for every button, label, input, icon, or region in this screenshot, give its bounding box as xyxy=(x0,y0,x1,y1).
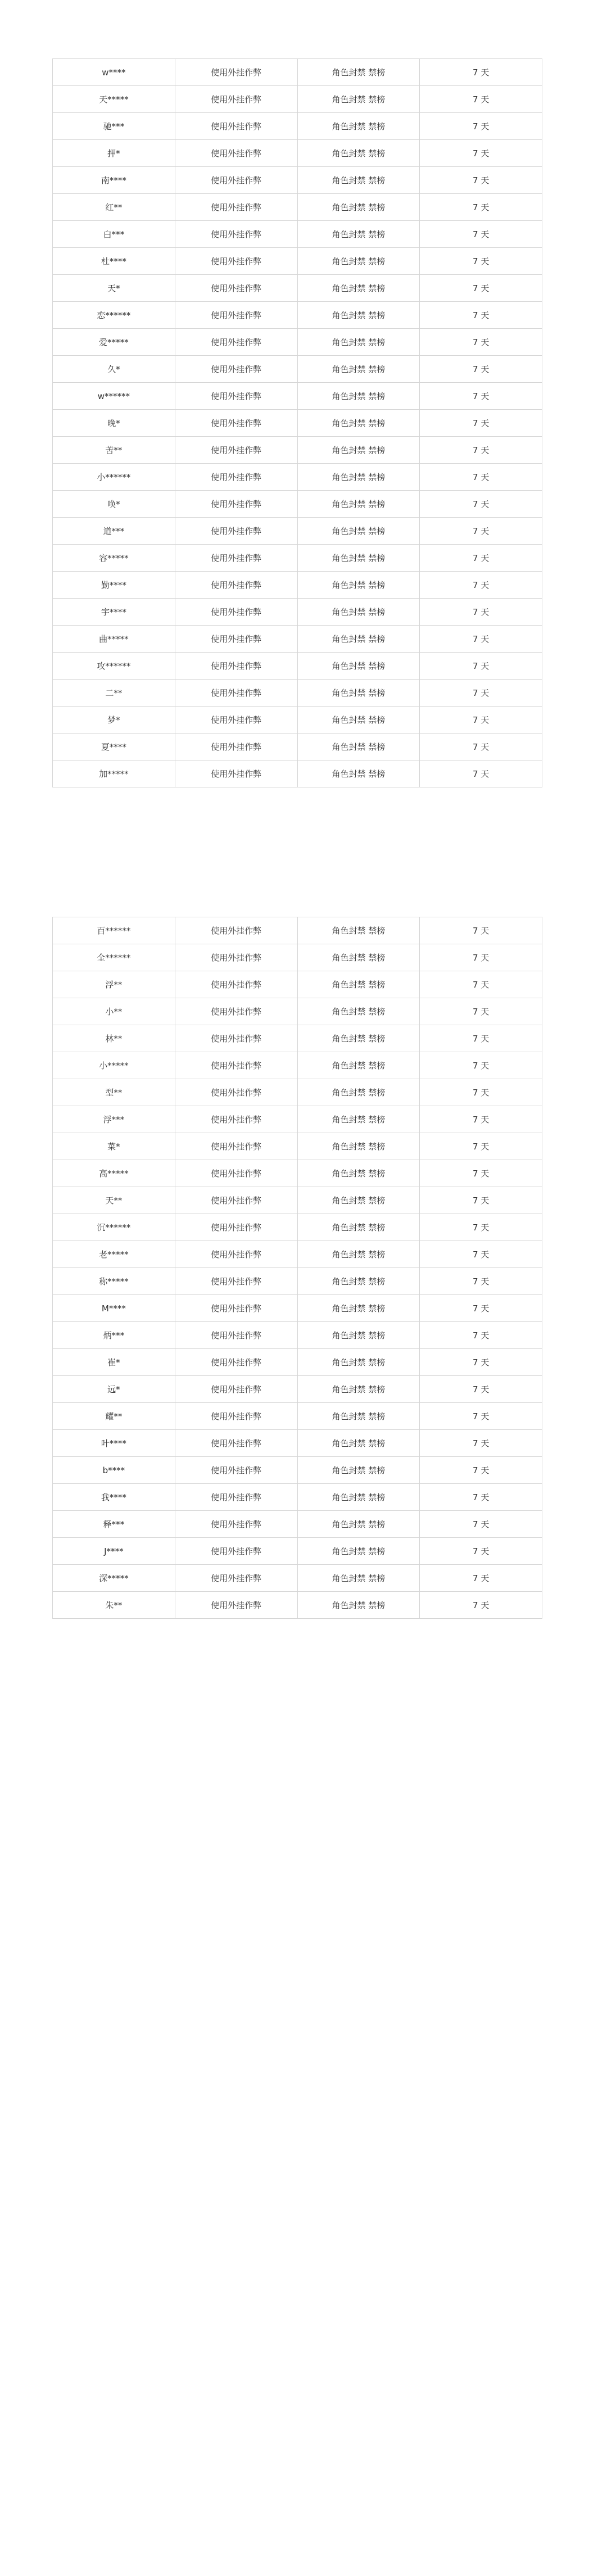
table-row xyxy=(53,572,542,599)
penalty-cell: 角色封禁 禁榜 xyxy=(297,599,420,626)
table-row xyxy=(53,1376,542,1403)
ban-duration-cell: 7 天 xyxy=(420,113,542,140)
penalty-cell: 角色封禁 禁榜 xyxy=(297,491,420,518)
player-name-cell: 天* xyxy=(53,275,175,302)
table-row xyxy=(53,599,542,626)
penalty-cell: 角色封禁 禁榜 xyxy=(297,572,420,599)
violation-reason-cell: 使用外挂作弊 xyxy=(175,410,297,437)
violation-reason-cell: 使用外挂作弊 xyxy=(175,707,297,734)
violation-reason-cell: 使用外挂作弊 xyxy=(175,1349,297,1376)
table-row xyxy=(53,1241,542,1268)
violation-reason-cell: 使用外挂作弊 xyxy=(175,1160,297,1187)
table-row xyxy=(53,329,542,356)
violation-reason-cell: 使用外挂作弊 xyxy=(175,653,297,680)
violation-reason-cell: 使用外挂作弊 xyxy=(175,383,297,410)
table-row xyxy=(53,140,542,167)
table-row xyxy=(53,1592,542,1619)
penalty-cell: 角色封禁 禁榜 xyxy=(297,707,420,734)
ban-duration-cell: 7 天 xyxy=(420,1484,542,1511)
violation-reason-cell: 使用外挂作弊 xyxy=(175,86,297,113)
ban-duration-cell: 7 天 xyxy=(420,1403,542,1430)
violation-reason-cell: 使用外挂作弊 xyxy=(175,221,297,248)
penalty-cell: 角色封禁 禁榜 xyxy=(297,917,420,944)
table-row xyxy=(53,545,542,572)
player-name-cell: 梦* xyxy=(53,707,175,734)
penalty-cell: 角色封禁 禁榜 xyxy=(297,653,420,680)
penalty-cell: 角色封禁 禁榜 xyxy=(297,1484,420,1511)
player-name-cell: 释*** xyxy=(53,1511,175,1538)
violation-reason-cell: 使用外挂作弊 xyxy=(175,971,297,998)
ban-duration-cell: 7 天 xyxy=(420,464,542,491)
ban-list-table-2 xyxy=(52,917,542,1619)
player-name-cell: 南**** xyxy=(53,167,175,194)
penalty-cell: 角色封禁 禁榜 xyxy=(297,1565,420,1592)
violation-reason-cell: 使用外挂作弊 xyxy=(175,1187,297,1214)
penalty-cell: 角色封禁 禁榜 xyxy=(297,221,420,248)
table-row xyxy=(53,491,542,518)
player-name-cell: 久* xyxy=(53,356,175,383)
ban-duration-cell: 7 天 xyxy=(420,329,542,356)
penalty-cell: 角色封禁 禁榜 xyxy=(297,1025,420,1052)
player-name-cell: 二** xyxy=(53,680,175,707)
table-row xyxy=(53,1187,542,1214)
player-name-cell: 押* xyxy=(53,140,175,167)
ban-duration-cell: 7 天 xyxy=(420,1538,542,1565)
player-name-cell: 白*** xyxy=(53,221,175,248)
table-row xyxy=(53,734,542,760)
table-row xyxy=(53,302,542,329)
table-row xyxy=(53,221,542,248)
penalty-cell: 角色封禁 禁榜 xyxy=(297,59,420,86)
penalty-cell: 角色封禁 禁榜 xyxy=(297,113,420,140)
table-row xyxy=(53,410,542,437)
player-name-cell: 小****** xyxy=(53,464,175,491)
penalty-cell: 角色封禁 禁榜 xyxy=(297,1052,420,1079)
player-name-cell: 天** xyxy=(53,1187,175,1214)
penalty-cell: 角色封禁 禁榜 xyxy=(297,1538,420,1565)
player-name-cell: 型** xyxy=(53,1079,175,1106)
violation-reason-cell: 使用外挂作弊 xyxy=(175,194,297,221)
table-row xyxy=(53,1511,542,1538)
violation-reason-cell: 使用外挂作弊 xyxy=(175,1106,297,1133)
table-row xyxy=(53,1484,542,1511)
ban-duration-cell: 7 天 xyxy=(420,410,542,437)
penalty-cell: 角色封禁 禁榜 xyxy=(297,437,420,464)
violation-reason-cell: 使用外挂作弊 xyxy=(175,1295,297,1322)
violation-reason-cell: 使用外挂作弊 xyxy=(175,1133,297,1160)
player-name-cell: 曲***** xyxy=(53,626,175,653)
penalty-cell: 角色封禁 禁榜 xyxy=(297,275,420,302)
violation-reason-cell: 使用外挂作弊 xyxy=(175,1079,297,1106)
player-name-cell: 称***** xyxy=(53,1268,175,1295)
table-row xyxy=(53,1268,542,1295)
player-name-cell: 苦** xyxy=(53,437,175,464)
ban-duration-cell: 7 天 xyxy=(420,1457,542,1484)
penalty-cell: 角色封禁 禁榜 xyxy=(297,383,420,410)
ban-duration-cell: 7 天 xyxy=(420,518,542,545)
penalty-cell: 角色封禁 禁榜 xyxy=(297,194,420,221)
player-name-cell: 我**** xyxy=(53,1484,175,1511)
penalty-cell: 角色封禁 禁榜 xyxy=(297,971,420,998)
table-row xyxy=(53,626,542,653)
violation-reason-cell: 使用外挂作弊 xyxy=(175,1403,297,1430)
penalty-cell: 角色封禁 禁榜 xyxy=(297,626,420,653)
ban-duration-cell: 7 天 xyxy=(420,626,542,653)
ban-duration-cell: 7 天 xyxy=(420,383,542,410)
violation-reason-cell: 使用外挂作弊 xyxy=(175,518,297,545)
ban-duration-cell: 7 天 xyxy=(420,1430,542,1457)
table-row xyxy=(53,653,542,680)
penalty-cell: 角色封禁 禁榜 xyxy=(297,944,420,971)
ban-duration-cell: 7 天 xyxy=(420,734,542,760)
penalty-cell: 角色封禁 禁榜 xyxy=(297,140,420,167)
table-row xyxy=(53,113,542,140)
violation-reason-cell: 使用外挂作弊 xyxy=(175,1025,297,1052)
penalty-cell: 角色封禁 禁榜 xyxy=(297,1457,420,1484)
violation-reason-cell: 使用外挂作弊 xyxy=(175,917,297,944)
ban-duration-cell: 7 天 xyxy=(420,707,542,734)
table-row xyxy=(53,59,542,86)
ban-duration-cell: 7 天 xyxy=(420,302,542,329)
table-row xyxy=(53,1322,542,1349)
violation-reason-cell: 使用外挂作弊 xyxy=(175,1268,297,1295)
penalty-cell: 角色封禁 禁榜 xyxy=(297,464,420,491)
player-name-cell: 全****** xyxy=(53,944,175,971)
ban-duration-cell: 7 天 xyxy=(420,356,542,383)
ban-duration-cell: 7 天 xyxy=(420,221,542,248)
ban-duration-cell: 7 天 xyxy=(420,140,542,167)
player-name-cell: 晚* xyxy=(53,410,175,437)
penalty-cell: 角色封禁 禁榜 xyxy=(297,1430,420,1457)
penalty-cell: 角色封禁 禁榜 xyxy=(297,1187,420,1214)
violation-reason-cell: 使用外挂作弊 xyxy=(175,464,297,491)
ban-duration-cell: 7 天 xyxy=(420,1322,542,1349)
player-name-cell: 崔* xyxy=(53,1349,175,1376)
table-row xyxy=(53,356,542,383)
violation-reason-cell: 使用外挂作弊 xyxy=(175,329,297,356)
penalty-cell: 角色封禁 禁榜 xyxy=(297,545,420,572)
ban-duration-cell: 7 天 xyxy=(420,1511,542,1538)
ban-duration-cell: 7 天 xyxy=(420,680,542,707)
violation-reason-cell: 使用外挂作弊 xyxy=(175,998,297,1025)
ban-duration-cell: 7 天 xyxy=(420,1376,542,1403)
table-row xyxy=(53,86,542,113)
penalty-cell: 角色封禁 禁榜 xyxy=(297,1268,420,1295)
ban-duration-cell: 7 天 xyxy=(420,1106,542,1133)
player-name-cell: 叶**** xyxy=(53,1430,175,1457)
player-name-cell: 小** xyxy=(53,998,175,1025)
penalty-cell: 角色封禁 禁榜 xyxy=(297,302,420,329)
penalty-cell: 角色封禁 禁榜 xyxy=(297,410,420,437)
violation-reason-cell: 使用外挂作弊 xyxy=(175,1457,297,1484)
ban-duration-cell: 7 天 xyxy=(420,194,542,221)
penalty-cell: 角色封禁 禁榜 xyxy=(297,1133,420,1160)
violation-reason-cell: 使用外挂作弊 xyxy=(175,944,297,971)
player-name-cell: 攻****** xyxy=(53,653,175,680)
violation-reason-cell: 使用外挂作弊 xyxy=(175,680,297,707)
player-name-cell: 沉****** xyxy=(53,1214,175,1241)
ban-duration-cell: 7 天 xyxy=(420,760,542,787)
penalty-cell: 角色封禁 禁榜 xyxy=(297,1214,420,1241)
player-name-cell: 加***** xyxy=(53,760,175,787)
ban-list-table-body xyxy=(53,917,542,1619)
player-name-cell: w****** xyxy=(53,383,175,410)
violation-reason-cell: 使用外挂作弊 xyxy=(175,491,297,518)
ban-duration-cell: 7 天 xyxy=(420,86,542,113)
violation-reason-cell: 使用外挂作弊 xyxy=(175,626,297,653)
table-row xyxy=(53,1430,542,1457)
ban-duration-cell: 7 天 xyxy=(420,1025,542,1052)
table-row xyxy=(53,680,542,707)
penalty-cell: 角色封禁 禁榜 xyxy=(297,1322,420,1349)
table-row xyxy=(53,1565,542,1592)
table-row xyxy=(53,971,542,998)
player-name-cell: 天***** xyxy=(53,86,175,113)
table-row xyxy=(53,707,542,734)
table-row xyxy=(53,194,542,221)
violation-reason-cell: 使用外挂作弊 xyxy=(175,275,297,302)
ban-duration-cell: 7 天 xyxy=(420,1241,542,1268)
table-row xyxy=(53,917,542,944)
penalty-cell: 角色封禁 禁榜 xyxy=(297,1376,420,1403)
player-name-cell: 小***** xyxy=(53,1052,175,1079)
player-name-cell: M**** xyxy=(53,1295,175,1322)
penalty-cell: 角色封禁 禁榜 xyxy=(297,1592,420,1619)
penalty-cell: 角色封禁 禁榜 xyxy=(297,1511,420,1538)
player-name-cell: 容***** xyxy=(53,545,175,572)
penalty-cell: 角色封禁 禁榜 xyxy=(297,1349,420,1376)
penalty-cell: 角色封禁 禁榜 xyxy=(297,518,420,545)
penalty-cell: 角色封禁 禁榜 xyxy=(297,1106,420,1133)
table-row xyxy=(53,518,542,545)
penalty-cell: 角色封禁 禁榜 xyxy=(297,1160,420,1187)
violation-reason-cell: 使用外挂作弊 xyxy=(175,599,297,626)
violation-reason-cell: 使用外挂作弊 xyxy=(175,248,297,275)
ban-duration-cell: 7 天 xyxy=(420,572,542,599)
player-name-cell: 浮*** xyxy=(53,1106,175,1133)
ban-duration-cell: 7 天 xyxy=(420,1295,542,1322)
table-row xyxy=(53,383,542,410)
penalty-cell: 角色封禁 禁榜 xyxy=(297,86,420,113)
violation-reason-cell: 使用外挂作弊 xyxy=(175,1322,297,1349)
penalty-cell: 角色封禁 禁榜 xyxy=(297,167,420,194)
player-name-cell: 老***** xyxy=(53,1241,175,1268)
violation-reason-cell: 使用外挂作弊 xyxy=(175,1538,297,1565)
ban-duration-cell: 7 天 xyxy=(420,998,542,1025)
table-row xyxy=(53,1538,542,1565)
table-row xyxy=(53,1133,542,1160)
table-row xyxy=(53,998,542,1025)
violation-reason-cell: 使用外挂作弊 xyxy=(175,545,297,572)
ban-duration-cell: 7 天 xyxy=(420,1214,542,1241)
violation-reason-cell: 使用外挂作弊 xyxy=(175,437,297,464)
player-name-cell: 爱***** xyxy=(53,329,175,356)
penalty-cell: 角色封禁 禁榜 xyxy=(297,998,420,1025)
violation-reason-cell: 使用外挂作弊 xyxy=(175,760,297,787)
violation-reason-cell: 使用外挂作弊 xyxy=(175,1511,297,1538)
table-row xyxy=(53,1079,542,1106)
penalty-cell: 角色封禁 禁榜 xyxy=(297,248,420,275)
table-row xyxy=(53,1349,542,1376)
ban-duration-cell: 7 天 xyxy=(420,1565,542,1592)
violation-reason-cell: 使用外挂作弊 xyxy=(175,356,297,383)
ban-duration-cell: 7 天 xyxy=(420,917,542,944)
ban-duration-cell: 7 天 xyxy=(420,545,542,572)
penalty-cell: 角色封禁 禁榜 xyxy=(297,680,420,707)
ban-list-table-body xyxy=(53,59,542,787)
violation-reason-cell: 使用外挂作弊 xyxy=(175,1052,297,1079)
player-name-cell: 菜* xyxy=(53,1133,175,1160)
penalty-cell: 角色封禁 禁榜 xyxy=(297,760,420,787)
ban-duration-cell: 7 天 xyxy=(420,1160,542,1187)
ban-duration-cell: 7 天 xyxy=(420,944,542,971)
player-name-cell: 勤**** xyxy=(53,572,175,599)
ban-duration-cell: 7 天 xyxy=(420,971,542,998)
table-row xyxy=(53,1214,542,1241)
player-name-cell: b**** xyxy=(53,1457,175,1484)
ban-list-table-1 xyxy=(52,58,542,787)
table-row xyxy=(53,1457,542,1484)
player-name-cell: J**** xyxy=(53,1538,175,1565)
table-row xyxy=(53,275,542,302)
table-row xyxy=(53,464,542,491)
player-name-cell: w**** xyxy=(53,59,175,86)
violation-reason-cell: 使用外挂作弊 xyxy=(175,59,297,86)
violation-reason-cell: 使用外挂作弊 xyxy=(175,734,297,760)
penalty-cell: 角色封禁 禁榜 xyxy=(297,1079,420,1106)
ban-duration-cell: 7 天 xyxy=(420,437,542,464)
violation-reason-cell: 使用外挂作弊 xyxy=(175,1241,297,1268)
table-row xyxy=(53,437,542,464)
violation-reason-cell: 使用外挂作弊 xyxy=(175,1430,297,1457)
table-row xyxy=(53,1106,542,1133)
player-name-cell: 林** xyxy=(53,1025,175,1052)
player-name-cell: 杜**** xyxy=(53,248,175,275)
table-row xyxy=(53,760,542,787)
penalty-cell: 角色封禁 禁榜 xyxy=(297,734,420,760)
player-name-cell: 驰*** xyxy=(53,113,175,140)
player-name-cell: 高***** xyxy=(53,1160,175,1187)
player-name-cell: 夏**** xyxy=(53,734,175,760)
ban-duration-cell: 7 天 xyxy=(420,275,542,302)
violation-reason-cell: 使用外挂作弊 xyxy=(175,140,297,167)
ban-duration-cell: 7 天 xyxy=(420,1079,542,1106)
ban-duration-cell: 7 天 xyxy=(420,653,542,680)
player-name-cell: 耀** xyxy=(53,1403,175,1430)
penalty-cell: 角色封禁 禁榜 xyxy=(297,329,420,356)
player-name-cell: 百****** xyxy=(53,917,175,944)
table-row xyxy=(53,1160,542,1187)
table-row xyxy=(53,167,542,194)
ban-duration-cell: 7 天 xyxy=(420,1133,542,1160)
violation-reason-cell: 使用外挂作弊 xyxy=(175,1376,297,1403)
penalty-cell: 角色封禁 禁榜 xyxy=(297,1403,420,1430)
violation-reason-cell: 使用外挂作弊 xyxy=(175,167,297,194)
violation-reason-cell: 使用外挂作弊 xyxy=(175,302,297,329)
table-row xyxy=(53,1052,542,1079)
ban-duration-cell: 7 天 xyxy=(420,59,542,86)
violation-reason-cell: 使用外挂作弊 xyxy=(175,1214,297,1241)
player-name-cell: 朱** xyxy=(53,1592,175,1619)
player-name-cell: 恋****** xyxy=(53,302,175,329)
player-name-cell: 宇**** xyxy=(53,599,175,626)
ban-duration-cell: 7 天 xyxy=(420,248,542,275)
ban-duration-cell: 7 天 xyxy=(420,1052,542,1079)
ban-duration-cell: 7 天 xyxy=(420,1592,542,1619)
table-row xyxy=(53,1403,542,1430)
table-row xyxy=(53,1025,542,1052)
violation-reason-cell: 使用外挂作弊 xyxy=(175,572,297,599)
penalty-cell: 角色封禁 禁榜 xyxy=(297,1295,420,1322)
ban-duration-cell: 7 天 xyxy=(420,1349,542,1376)
ban-duration-cell: 7 天 xyxy=(420,1268,542,1295)
player-name-cell: 远* xyxy=(53,1376,175,1403)
ban-duration-cell: 7 天 xyxy=(420,167,542,194)
violation-reason-cell: 使用外挂作弊 xyxy=(175,113,297,140)
violation-reason-cell: 使用外挂作弊 xyxy=(175,1565,297,1592)
penalty-cell: 角色封禁 禁榜 xyxy=(297,1241,420,1268)
violation-reason-cell: 使用外挂作弊 xyxy=(175,1592,297,1619)
ban-duration-cell: 7 天 xyxy=(420,491,542,518)
player-name-cell: 红** xyxy=(53,194,175,221)
table-row xyxy=(53,1295,542,1322)
ban-duration-cell: 7 天 xyxy=(420,599,542,626)
player-name-cell: 道*** xyxy=(53,518,175,545)
player-name-cell: 唤* xyxy=(53,491,175,518)
ban-duration-cell: 7 天 xyxy=(420,1187,542,1214)
player-name-cell: 炳*** xyxy=(53,1322,175,1349)
violation-reason-cell: 使用外挂作弊 xyxy=(175,1484,297,1511)
table-row xyxy=(53,944,542,971)
penalty-cell: 角色封禁 禁榜 xyxy=(297,356,420,383)
player-name-cell: 浮** xyxy=(53,971,175,998)
table-row xyxy=(53,248,542,275)
player-name-cell: 深***** xyxy=(53,1565,175,1592)
